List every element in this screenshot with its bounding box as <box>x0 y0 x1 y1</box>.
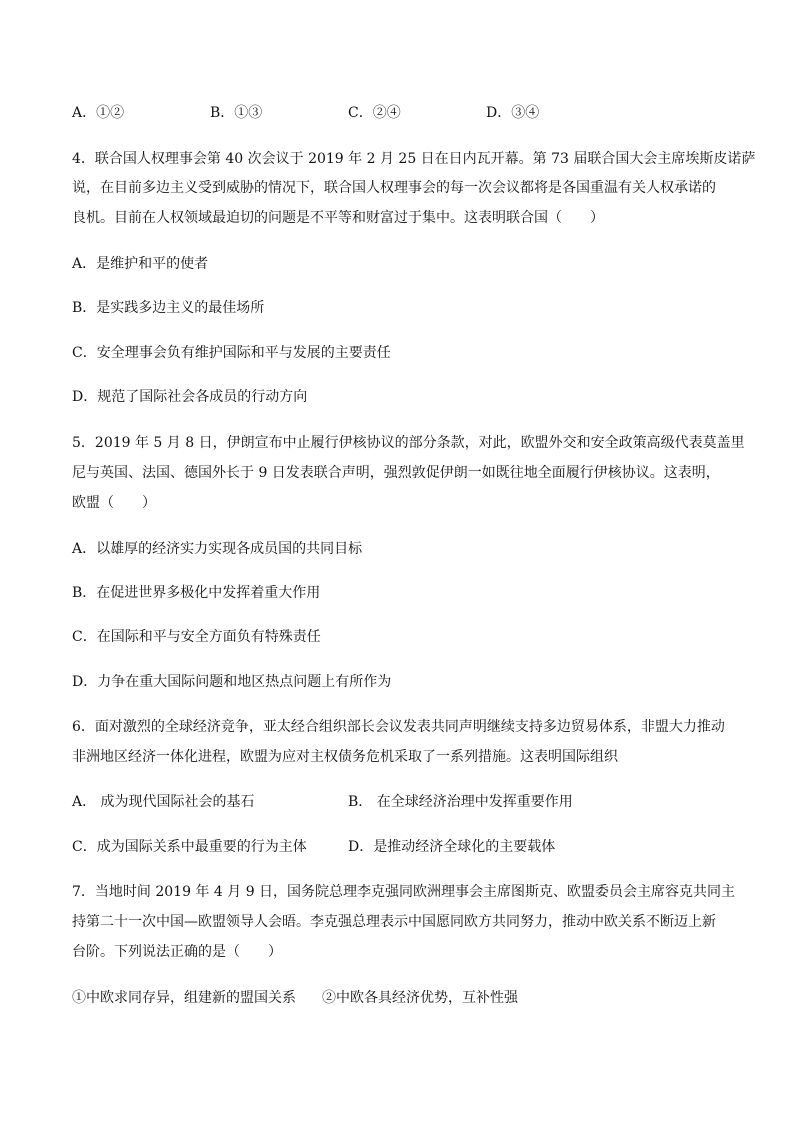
q4-stem-line-1: 4．联合国人权理事会第 40 次会议于 2019 年 2 月 25 日在日内瓦开幕。第 73 届联合国大会主席埃斯皮诺萨 <box>72 151 756 167</box>
q7-stem-line-2: 持第二十一次中国—欧盟领导人会晤。李克强总理表示中国愿同欧方共同努力，推动中欧关系不断迈上新 <box>72 914 716 930</box>
q6-option-c: C．成为国际关系中最重要的行为主体 <box>72 839 307 855</box>
q6-option-d: D．是推动经济全球化的主要载体 <box>348 839 556 855</box>
q5-option-d: D．力争在重大国际问题和地区热点问题上有所作为 <box>72 674 392 690</box>
q3-option-b: B．①③ <box>210 105 263 121</box>
q4-option-a: A．是维护和平的使者 <box>72 256 209 272</box>
q5-option-a: A．以雄厚的经济实力实现各成员国的共同目标 <box>72 541 363 557</box>
q5-option-b: B．在促进世界多极化中发挥着重大作用 <box>72 585 321 601</box>
q6-option-a: A． 成为现代国际社会的基石 <box>72 794 255 810</box>
q4-stem-line-3: 良机。目前在人权领域最迫切的问题是不平等和财富过于集中。这表明联合国（ ） <box>72 210 604 226</box>
q4-option-d: D．规范了国际社会各成员的行动方向 <box>72 389 308 405</box>
q3-option-c: C．②④ <box>348 105 401 121</box>
q6-stem-line-2: 非洲地区经济一体化进程，欧盟为应对主权债务危机采取了一系列措施。这表明国际组织 <box>72 749 618 765</box>
q3-option-a: A．①② <box>72 105 125 121</box>
q5-stem-line-1: 5．2019 年 5 月 8 日，伊朗宣布中止履行伊核协议的部分条款，对此，欧盟外交和安全政策高级代表莫盖里 <box>72 435 745 451</box>
q5-stem-line-3: 欧盟（ ） <box>72 495 156 511</box>
q5-option-c: C．在国际和平与安全方面负有特殊责任 <box>72 629 321 645</box>
q4-option-c: C．安全理事会负有维护国际和平与发展的主要责任 <box>72 345 391 361</box>
q3-option-d: D．③④ <box>486 105 540 121</box>
q7-statement-2: ②中欧各具经济优势，互补性强 <box>322 990 518 1006</box>
q5-stem-line-2: 尼与英国、法国、德国外长于 9 日发表联合声明，强烈敦促伊朗一如既往地全面履行伊核协议。这表明， <box>72 465 720 481</box>
q7-stem-line-3: 台阶。下列说法正确的是（ ） <box>72 944 282 960</box>
q6-stem-line-1: 6．面对激烈的全球经济竞争，亚太经合组织部长会议发表共同声明继续支持多边贸易体系，非盟大力推动 <box>72 719 725 735</box>
q4-option-b: B．是实践多边主义的最佳场所 <box>72 300 265 316</box>
q7-stem-line-1: 7．当地时间 2019 年 4 月 9 日，国务院总理李克强同欧洲理事会主席图斯克、欧盟委员会主席容克共同主 <box>72 884 736 900</box>
q7-statement-1: ①中欧求同存异，组建新的盟国关系 <box>72 990 296 1006</box>
q6-option-b: B． 在全球经济治理中发挥重要作用 <box>348 794 573 810</box>
q4-stem-line-2: 说，在目前多边主义受到威胁的情况下，联合国人权理事会的每一次会议都将是各国重温有关人权承诺的 <box>72 180 716 196</box>
